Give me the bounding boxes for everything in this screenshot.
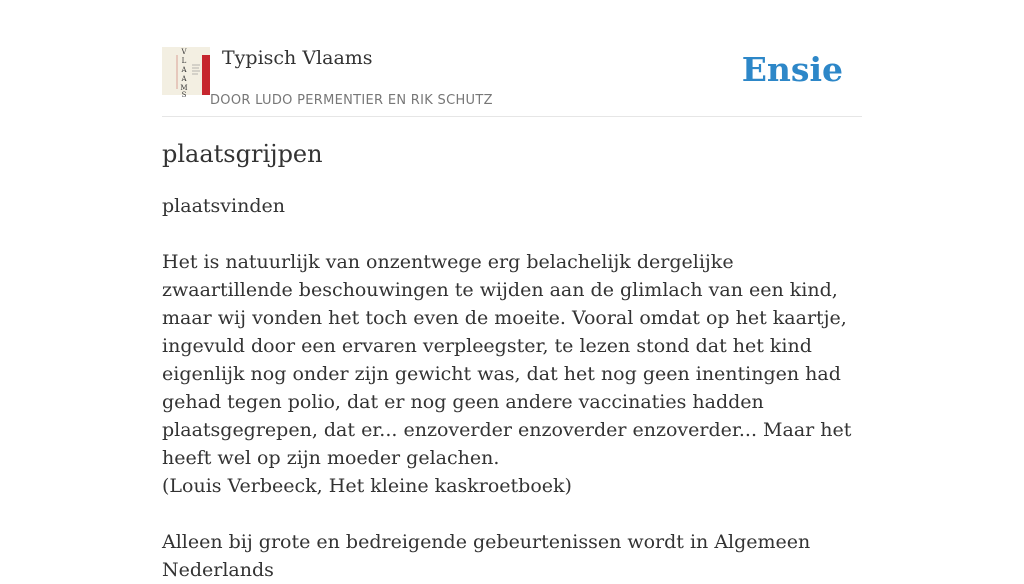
svg-text:A: A bbox=[181, 66, 187, 74]
dictionary-header bbox=[162, 0, 862, 117]
svg-text:L: L bbox=[181, 57, 187, 65]
svg-text:V: V bbox=[181, 48, 187, 56]
svg-text:M: M bbox=[180, 84, 188, 92]
entry-synonym: plaatsvinden bbox=[162, 195, 285, 217]
ensie-brand-link[interactable]: Ensie bbox=[741, 50, 843, 89]
paragraph-spacer bbox=[162, 220, 862, 248]
dictionary-logo[interactable] bbox=[162, 47, 210, 99]
entry-paragraph: Alleen bij grote en bedreigende gebeurtenissen wordt in Algemeen Nederlands bbox=[162, 531, 811, 581]
entry-quote-source: (Louis Verbeeck, Het kleine kaskroetboek) bbox=[162, 475, 572, 497]
dictionary-byline: DOOR LUDO PERMENTIER EN RIK SCHUTZ bbox=[210, 93, 493, 108]
page bbox=[162, 0, 862, 581]
paragraph-spacer bbox=[162, 500, 862, 528]
entry-definition bbox=[162, 192, 862, 584]
entry-quote: Het is natuurlijk van onzentwege erg belachelijk dergelijke zwaartillende beschouwingen te wijden aan de glimlach van een kind, maar wij vonden het toch even de moeite. Vooral omdat op het kaartje, ingevuld door een ervaren verpleegster, te lezen stond dat het kind eigenlijk nog onder zijn gewicht was, dat het nog geen inentingen had gehad tegen polio, dat er nog geen andere vaccinaties hadden plaatsgegrepen, dat er... enzoverder enzoverder enzoverder... Maar het heeft wel op zijn moeder gelachen. bbox=[162, 251, 852, 469]
vlaams-book-cover-icon bbox=[162, 47, 210, 99]
dictionary-title[interactable]: Typisch Vlaams bbox=[222, 47, 373, 69]
entry-headword: plaatsgrijpen bbox=[162, 140, 323, 168]
svg-text:S: S bbox=[181, 91, 187, 99]
svg-text:A: A bbox=[181, 75, 187, 83]
